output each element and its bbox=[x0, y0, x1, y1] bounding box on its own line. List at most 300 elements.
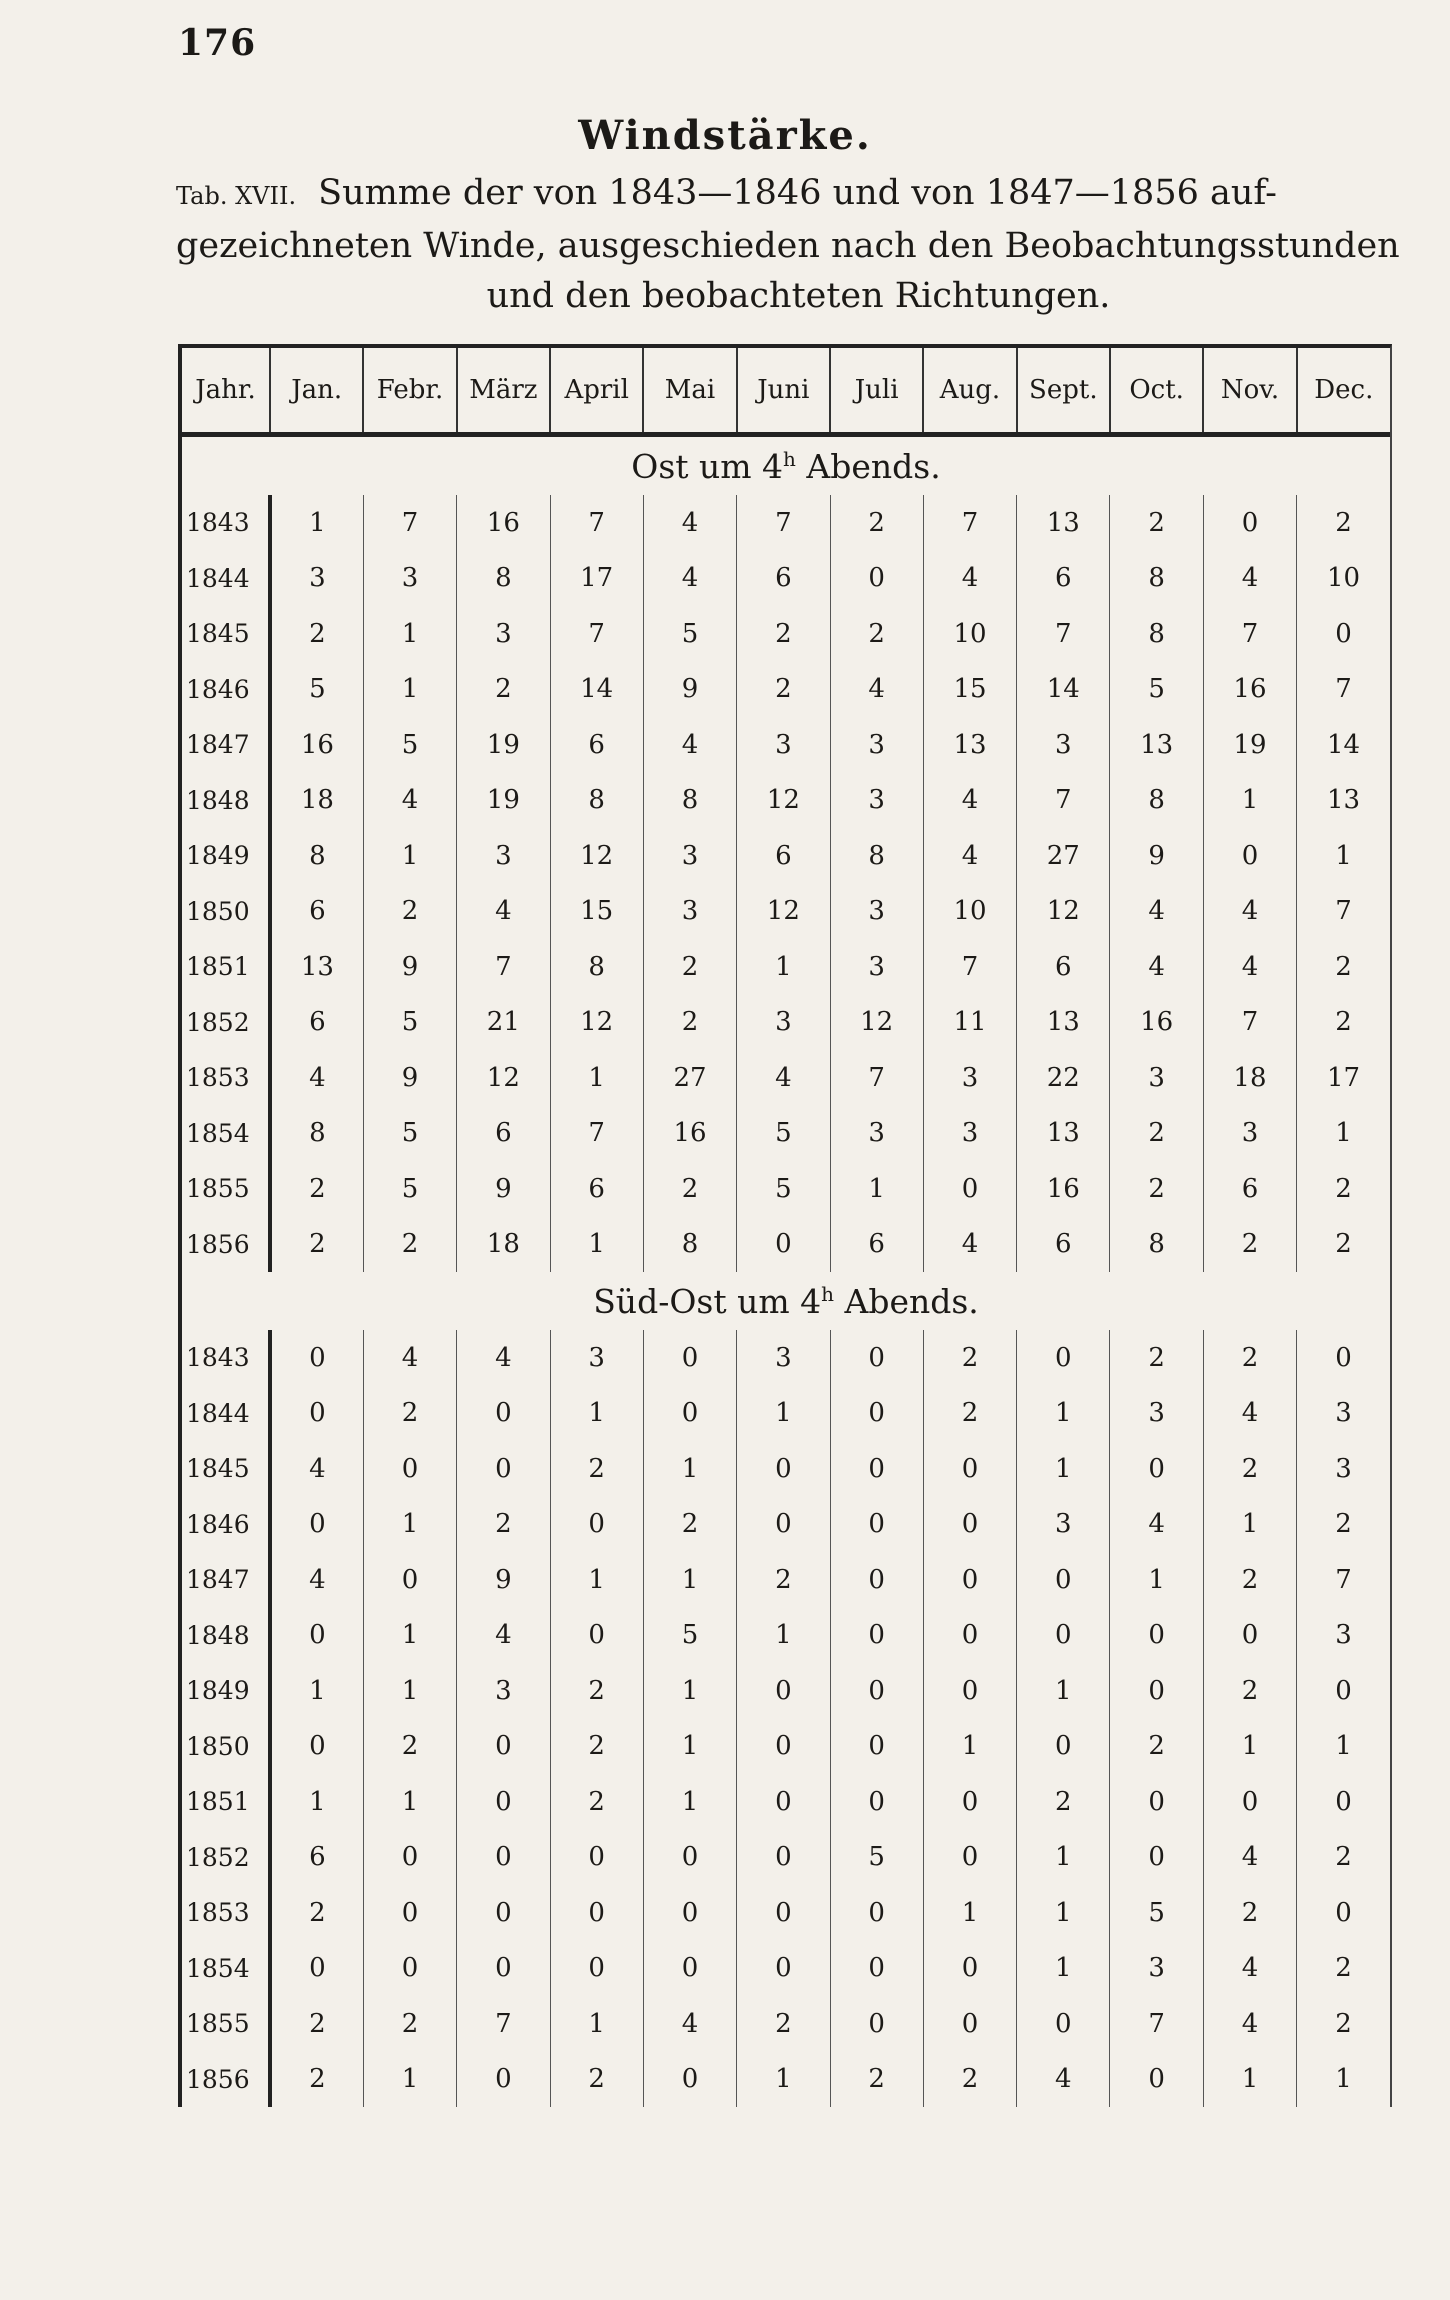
value-cell: 0 bbox=[830, 1330, 923, 1386]
value-cell: 13 bbox=[1017, 495, 1110, 551]
value-cell: 2 bbox=[1203, 1217, 1296, 1273]
value-cell: 2 bbox=[363, 884, 456, 940]
column-header-month: Dec. bbox=[1297, 348, 1390, 435]
value-cell: 1 bbox=[1017, 1830, 1110, 1886]
value-cell: 1 bbox=[270, 495, 363, 551]
value-cell: 2 bbox=[1110, 495, 1203, 551]
value-cell: 4 bbox=[1203, 1386, 1296, 1442]
value-cell: 1 bbox=[923, 1885, 1016, 1941]
table-row bbox=[182, 1941, 1390, 1997]
section-title-superscript: h bbox=[821, 1281, 834, 1306]
value-cell: 4 bbox=[643, 551, 736, 607]
value-cell: 0 bbox=[270, 1608, 363, 1664]
value-cell: 2 bbox=[1203, 1663, 1296, 1719]
value-cell: 1 bbox=[363, 1774, 456, 1830]
value-cell: 2 bbox=[643, 1497, 736, 1553]
value-cell: 2 bbox=[363, 1996, 456, 2052]
value-cell: 4 bbox=[457, 1330, 550, 1386]
value-cell: 3 bbox=[830, 939, 923, 995]
value-cell: 2 bbox=[923, 1386, 1016, 1442]
value-cell: 4 bbox=[457, 1608, 550, 1664]
value-cell: 1 bbox=[550, 1996, 643, 2052]
table-caption bbox=[176, 168, 1400, 321]
value-cell: 13 bbox=[1017, 1106, 1110, 1162]
value-cell: 4 bbox=[643, 495, 736, 551]
value-cell: 0 bbox=[1017, 1719, 1110, 1775]
wind-table bbox=[178, 344, 1392, 2107]
value-cell: 1 bbox=[550, 1552, 643, 1608]
value-cell: 0 bbox=[830, 1386, 923, 1442]
value-cell: 2 bbox=[1203, 1885, 1296, 1941]
value-cell: 2 bbox=[643, 1161, 736, 1217]
value-cell: 6 bbox=[737, 828, 830, 884]
value-cell: 2 bbox=[1335, 1173, 1352, 1204]
value-cell: 2 bbox=[457, 662, 550, 718]
value-cell: 4 bbox=[643, 1996, 736, 2052]
value-cell: 6 bbox=[550, 1161, 643, 1217]
value-cell: 3 bbox=[643, 828, 736, 884]
value-cell: 7 bbox=[550, 606, 643, 662]
value-cell: 4 bbox=[457, 884, 550, 940]
value-cell: 8 bbox=[1110, 606, 1203, 662]
value-cell: 1 bbox=[363, 1608, 456, 1664]
section-title-superscript: h bbox=[783, 446, 796, 471]
value-cell: 4 bbox=[643, 717, 736, 773]
caption-line-3: und den beobachteten Richtungen. bbox=[486, 276, 1111, 316]
value-cell: 0 bbox=[830, 1774, 923, 1830]
value-cell: 3 bbox=[1110, 1050, 1203, 1106]
value-cell: 19 bbox=[457, 717, 550, 773]
value-cell: 4 bbox=[737, 1050, 830, 1106]
value-cell: 5 bbox=[737, 1161, 830, 1217]
value-cell: 16 bbox=[270, 717, 363, 773]
value-cell: 1 bbox=[363, 828, 456, 884]
value-cell: 3 bbox=[457, 606, 550, 662]
table-row bbox=[182, 884, 1390, 940]
value-cell: 12 bbox=[1017, 884, 1110, 940]
value-cell: 7 bbox=[737, 495, 830, 551]
value-cell: 2 bbox=[550, 1441, 643, 1497]
value-cell: 14 bbox=[1327, 729, 1361, 760]
value-cell: 2 bbox=[1110, 1161, 1203, 1217]
value-cell: 27 bbox=[1017, 828, 1110, 884]
value-cell: 4 bbox=[1203, 1996, 1296, 2052]
value-cell: 0 bbox=[1335, 1897, 1352, 1928]
value-cell: 1 bbox=[643, 1441, 736, 1497]
column-header-month: Oct. bbox=[1110, 348, 1203, 435]
value-cell: 12 bbox=[457, 1050, 550, 1106]
value-cell: 4 bbox=[1203, 551, 1296, 607]
value-cell: 12 bbox=[550, 995, 643, 1051]
value-cell: 1 bbox=[737, 939, 830, 995]
value-cell: 12 bbox=[737, 773, 830, 829]
value-cell: 6 bbox=[1017, 1217, 1110, 1273]
value-cell: 0 bbox=[457, 1386, 550, 1442]
value-cell: 2 bbox=[830, 495, 923, 551]
value-cell: 0 bbox=[923, 1441, 1016, 1497]
value-cell: 0 bbox=[643, 2052, 736, 2108]
table-row bbox=[182, 1441, 1390, 1497]
value-cell: 0 bbox=[923, 1161, 1016, 1217]
value-cell: 4 bbox=[923, 551, 1016, 607]
caption-text-1: Summe der von 1843—1846 und von 1847—1856 auf- bbox=[318, 173, 1277, 213]
value-cell: 3 bbox=[457, 828, 550, 884]
column-header-month: März bbox=[457, 348, 550, 435]
year-cell: 1845 bbox=[182, 606, 270, 662]
value-cell: 1 bbox=[643, 1552, 736, 1608]
value-cell: 2 bbox=[1335, 1229, 1352, 1260]
value-cell: 8 bbox=[550, 773, 643, 829]
value-cell: 12 bbox=[550, 828, 643, 884]
value-cell: 6 bbox=[830, 1217, 923, 1273]
value-cell: 7 bbox=[1335, 674, 1352, 705]
value-cell: 2 bbox=[457, 1497, 550, 1553]
value-cell: 0 bbox=[1017, 1608, 1110, 1664]
year-cell: 1852 bbox=[182, 995, 270, 1051]
column-header-month: Jan. bbox=[270, 348, 363, 435]
column-header-month: Nov. bbox=[1203, 348, 1296, 435]
value-cell: 1 bbox=[550, 1386, 643, 1442]
value-cell: 2 bbox=[1335, 1007, 1352, 1038]
value-cell: 4 bbox=[270, 1552, 363, 1608]
year-cell: 1850 bbox=[182, 884, 270, 940]
value-cell: 2 bbox=[550, 1663, 643, 1719]
value-cell: 8 bbox=[457, 551, 550, 607]
value-cell: 11 bbox=[923, 995, 1016, 1051]
value-cell: 1 bbox=[1110, 1552, 1203, 1608]
year-cell: 1845 bbox=[182, 1441, 270, 1497]
value-cell: 4 bbox=[830, 662, 923, 718]
value-cell: 2 bbox=[1335, 507, 1352, 538]
year-cell: 1843 bbox=[182, 495, 270, 551]
value-cell: 3 bbox=[737, 717, 830, 773]
value-cell: 0 bbox=[737, 1719, 830, 1775]
value-cell: 0 bbox=[923, 1774, 1016, 1830]
value-cell: 0 bbox=[550, 1885, 643, 1941]
value-cell: 1 bbox=[550, 1050, 643, 1106]
table-row bbox=[182, 1497, 1390, 1553]
value-cell: 0 bbox=[830, 551, 923, 607]
value-cell: 0 bbox=[737, 1830, 830, 1886]
value-cell: 0 bbox=[830, 1441, 923, 1497]
table-row bbox=[182, 1552, 1390, 1608]
value-cell: 4 bbox=[1203, 1830, 1296, 1886]
value-cell: 2 bbox=[550, 1719, 643, 1775]
value-cell: 2 bbox=[643, 939, 736, 995]
value-cell: 2 bbox=[550, 1774, 643, 1830]
value-cell: 1 bbox=[1203, 1497, 1296, 1553]
value-cell: 1 bbox=[363, 1497, 456, 1553]
value-cell: 7 bbox=[363, 495, 456, 551]
value-cell: 7 bbox=[550, 1106, 643, 1162]
table-body bbox=[182, 435, 1390, 2108]
value-cell: 3 bbox=[363, 551, 456, 607]
value-cell: 0 bbox=[923, 1497, 1016, 1553]
value-cell: 2 bbox=[1203, 1441, 1296, 1497]
value-cell: 0 bbox=[270, 1386, 363, 1442]
value-cell: 0 bbox=[643, 1386, 736, 1442]
value-cell: 3 bbox=[737, 1330, 830, 1386]
value-cell: 2 bbox=[270, 1161, 363, 1217]
value-cell: 0 bbox=[1203, 1774, 1296, 1830]
value-cell: 4 bbox=[1203, 939, 1296, 995]
value-cell: 0 bbox=[550, 1830, 643, 1886]
value-cell: 0 bbox=[1203, 1608, 1296, 1664]
value-cell: 9 bbox=[457, 1161, 550, 1217]
value-cell: 2 bbox=[363, 1719, 456, 1775]
value-cell: 4 bbox=[1203, 1941, 1296, 1997]
column-header-month: April bbox=[550, 348, 643, 435]
year-cell: 1847 bbox=[182, 1552, 270, 1608]
page-title: Windstärke. bbox=[578, 112, 872, 159]
value-cell: 2 bbox=[1335, 1842, 1352, 1873]
table-row bbox=[182, 1330, 1390, 1386]
value-cell: 1 bbox=[737, 2052, 830, 2108]
year-cell: 1856 bbox=[182, 1217, 270, 1273]
value-cell: 7 bbox=[1335, 1564, 1352, 1595]
value-cell: 3 bbox=[1110, 1386, 1203, 1442]
value-cell: 16 bbox=[643, 1106, 736, 1162]
value-cell: 2 bbox=[737, 1996, 830, 2052]
value-cell: 10 bbox=[923, 884, 1016, 940]
value-cell: 8 bbox=[550, 939, 643, 995]
table-row bbox=[182, 1161, 1390, 1217]
table-row bbox=[182, 1774, 1390, 1830]
value-cell: 3 bbox=[457, 1663, 550, 1719]
value-cell: 16 bbox=[1017, 1161, 1110, 1217]
value-cell: 0 bbox=[1203, 828, 1296, 884]
value-cell: 0 bbox=[1335, 1342, 1352, 1373]
section-title: Ost um 4 bbox=[631, 446, 784, 486]
value-cell: 18 bbox=[457, 1217, 550, 1273]
year-cell: 1848 bbox=[182, 1608, 270, 1664]
value-cell: 0 bbox=[830, 1941, 923, 1997]
value-cell: 0 bbox=[1110, 1663, 1203, 1719]
year-cell: 1844 bbox=[182, 1386, 270, 1442]
value-cell: 2 bbox=[737, 606, 830, 662]
value-cell: 0 bbox=[1335, 618, 1352, 649]
value-cell: 0 bbox=[1017, 1330, 1110, 1386]
value-cell: 0 bbox=[1110, 1608, 1203, 1664]
value-cell: 0 bbox=[1110, 2052, 1203, 2108]
value-cell: 2 bbox=[1335, 1509, 1352, 1540]
value-cell: 7 bbox=[1017, 606, 1110, 662]
value-cell: 3 bbox=[923, 1106, 1016, 1162]
page-number: 176 bbox=[178, 22, 257, 64]
value-cell: 1 bbox=[923, 1719, 1016, 1775]
value-cell: 0 bbox=[457, 1719, 550, 1775]
value-cell: 3 bbox=[1017, 717, 1110, 773]
value-cell: 3 bbox=[1335, 1453, 1352, 1484]
value-cell: 2 bbox=[1335, 1953, 1352, 1984]
value-cell: 0 bbox=[1335, 1786, 1352, 1817]
value-cell: 7 bbox=[457, 1996, 550, 2052]
table-row bbox=[182, 1386, 1390, 1442]
value-cell: 4 bbox=[923, 1217, 1016, 1273]
value-cell: 14 bbox=[550, 662, 643, 718]
value-cell: 0 bbox=[363, 1830, 456, 1886]
value-cell: 19 bbox=[1203, 717, 1296, 773]
value-cell: 0 bbox=[550, 1941, 643, 1997]
value-cell: 0 bbox=[830, 1497, 923, 1553]
value-cell: 3 bbox=[830, 717, 923, 773]
value-cell: 0 bbox=[457, 1441, 550, 1497]
value-cell: 1 bbox=[1017, 1441, 1110, 1497]
value-cell: 2 bbox=[363, 1217, 456, 1273]
value-cell: 6 bbox=[1017, 551, 1110, 607]
value-cell: 8 bbox=[830, 828, 923, 884]
value-cell: 1 bbox=[1335, 2064, 1352, 2095]
value-cell: 0 bbox=[1203, 495, 1296, 551]
value-cell: 0 bbox=[270, 1941, 363, 1997]
value-cell: 0 bbox=[363, 1885, 456, 1941]
year-cell: 1850 bbox=[182, 1719, 270, 1775]
value-cell: 3 bbox=[830, 1106, 923, 1162]
year-cell: 1851 bbox=[182, 1774, 270, 1830]
value-cell: 0 bbox=[457, 1774, 550, 1830]
value-cell: 3 bbox=[1110, 1941, 1203, 1997]
value-cell: 5 bbox=[643, 606, 736, 662]
value-cell: 13 bbox=[1017, 995, 1110, 1051]
column-header-month: Juli bbox=[830, 348, 923, 435]
value-cell: 0 bbox=[643, 1941, 736, 1997]
value-cell: 2 bbox=[830, 2052, 923, 2108]
value-cell: 1 bbox=[270, 1774, 363, 1830]
value-cell: 5 bbox=[270, 662, 363, 718]
year-cell: 1849 bbox=[182, 828, 270, 884]
section-heading-row bbox=[182, 1272, 1390, 1330]
value-cell: 5 bbox=[363, 717, 456, 773]
table-row bbox=[182, 551, 1390, 607]
value-cell: 0 bbox=[830, 1885, 923, 1941]
value-cell: 1 bbox=[1335, 1118, 1352, 1149]
value-cell: 2 bbox=[1335, 2008, 1352, 2039]
column-header-month: Mai bbox=[643, 348, 736, 435]
value-cell: 4 bbox=[1110, 884, 1203, 940]
value-cell: 0 bbox=[457, 1885, 550, 1941]
value-cell: 8 bbox=[1110, 1217, 1203, 1273]
value-cell: 1 bbox=[1017, 1941, 1110, 1997]
value-cell: 5 bbox=[737, 1106, 830, 1162]
value-cell: 18 bbox=[1203, 1050, 1296, 1106]
value-cell: 8 bbox=[643, 773, 736, 829]
value-cell: 3 bbox=[643, 884, 736, 940]
value-cell: 6 bbox=[270, 1830, 363, 1886]
value-cell: 3 bbox=[830, 773, 923, 829]
table-row bbox=[182, 606, 1390, 662]
value-cell: 1 bbox=[550, 1217, 643, 1273]
value-cell: 6 bbox=[737, 551, 830, 607]
value-cell: 2 bbox=[270, 2052, 363, 2108]
value-cell: 2 bbox=[1110, 1719, 1203, 1775]
value-cell: 9 bbox=[457, 1552, 550, 1608]
value-cell: 1 bbox=[643, 1719, 736, 1775]
value-cell: 8 bbox=[270, 1106, 363, 1162]
value-cell: 1 bbox=[363, 662, 456, 718]
value-cell: 1 bbox=[737, 1386, 830, 1442]
section-title: Süd-Ost um 4 bbox=[593, 1281, 822, 1321]
table-row bbox=[182, 1885, 1390, 1941]
value-cell: 0 bbox=[1110, 1441, 1203, 1497]
value-cell: 0 bbox=[830, 1552, 923, 1608]
year-cell: 1852 bbox=[182, 1830, 270, 1886]
caption-line-1 bbox=[176, 168, 1391, 221]
value-cell: 2 bbox=[1203, 1552, 1296, 1608]
value-cell: 3 bbox=[1335, 1620, 1352, 1651]
value-cell: 2 bbox=[1110, 1330, 1203, 1386]
column-header-month: Juni bbox=[737, 348, 830, 435]
value-cell: 1 bbox=[830, 1161, 923, 1217]
column-header-month: Febr. bbox=[363, 348, 456, 435]
value-cell: 5 bbox=[363, 1161, 456, 1217]
value-cell: 0 bbox=[1110, 1830, 1203, 1886]
table-row bbox=[182, 1050, 1390, 1106]
value-cell: 2 bbox=[363, 1386, 456, 1442]
value-cell: 4 bbox=[1110, 1497, 1203, 1553]
value-cell: 0 bbox=[270, 1719, 363, 1775]
section-heading-row bbox=[182, 435, 1390, 496]
value-cell: 2 bbox=[270, 1885, 363, 1941]
value-cell: 7 bbox=[1335, 896, 1352, 927]
value-cell: 0 bbox=[737, 1217, 830, 1273]
value-cell: 2 bbox=[1203, 1330, 1296, 1386]
value-cell: 0 bbox=[923, 1608, 1016, 1664]
value-cell: 0 bbox=[363, 1941, 456, 1997]
value-cell: 8 bbox=[643, 1217, 736, 1273]
value-cell: 2 bbox=[923, 1330, 1016, 1386]
value-cell: 3 bbox=[830, 884, 923, 940]
value-cell: 3 bbox=[1203, 1106, 1296, 1162]
year-cell: 1854 bbox=[182, 1106, 270, 1162]
value-cell: 0 bbox=[550, 1497, 643, 1553]
value-cell: 3 bbox=[550, 1330, 643, 1386]
value-cell: 2 bbox=[1017, 1774, 1110, 1830]
value-cell: 0 bbox=[737, 1774, 830, 1830]
value-cell: 4 bbox=[363, 1330, 456, 1386]
value-cell: 0 bbox=[923, 1663, 1016, 1719]
value-cell: 4 bbox=[1203, 884, 1296, 940]
value-cell: 3 bbox=[270, 551, 363, 607]
section-heading bbox=[182, 435, 1390, 496]
value-cell: 7 bbox=[457, 939, 550, 995]
value-cell: 0 bbox=[1017, 1552, 1110, 1608]
value-cell: 16 bbox=[457, 495, 550, 551]
table-row bbox=[182, 1106, 1390, 1162]
value-cell: 0 bbox=[1110, 1774, 1203, 1830]
caption-line-2: gezeichneten Winde, ausgeschieden nach den Beobachtungsstunden bbox=[176, 226, 1400, 266]
section-title-end: Abends. bbox=[795, 446, 941, 486]
value-cell: 0 bbox=[830, 1608, 923, 1664]
value-cell: 4 bbox=[363, 773, 456, 829]
value-cell: 5 bbox=[1110, 662, 1203, 718]
value-cell: 3 bbox=[923, 1050, 1016, 1106]
value-cell: 9 bbox=[363, 1050, 456, 1106]
value-cell: 6 bbox=[1017, 939, 1110, 995]
value-cell: 1 bbox=[1335, 840, 1352, 871]
value-cell: 6 bbox=[270, 995, 363, 1051]
value-cell: 10 bbox=[923, 606, 1016, 662]
value-cell: 1 bbox=[1203, 1719, 1296, 1775]
value-cell: 1 bbox=[363, 1663, 456, 1719]
year-cell: 1855 bbox=[182, 1161, 270, 1217]
value-cell: 1 bbox=[1017, 1885, 1110, 1941]
value-cell: 0 bbox=[830, 1719, 923, 1775]
value-cell: 0 bbox=[1017, 1996, 1110, 2052]
value-cell: 9 bbox=[363, 939, 456, 995]
value-cell: 8 bbox=[1110, 773, 1203, 829]
value-cell: 3 bbox=[737, 995, 830, 1051]
value-cell: 4 bbox=[923, 828, 1016, 884]
